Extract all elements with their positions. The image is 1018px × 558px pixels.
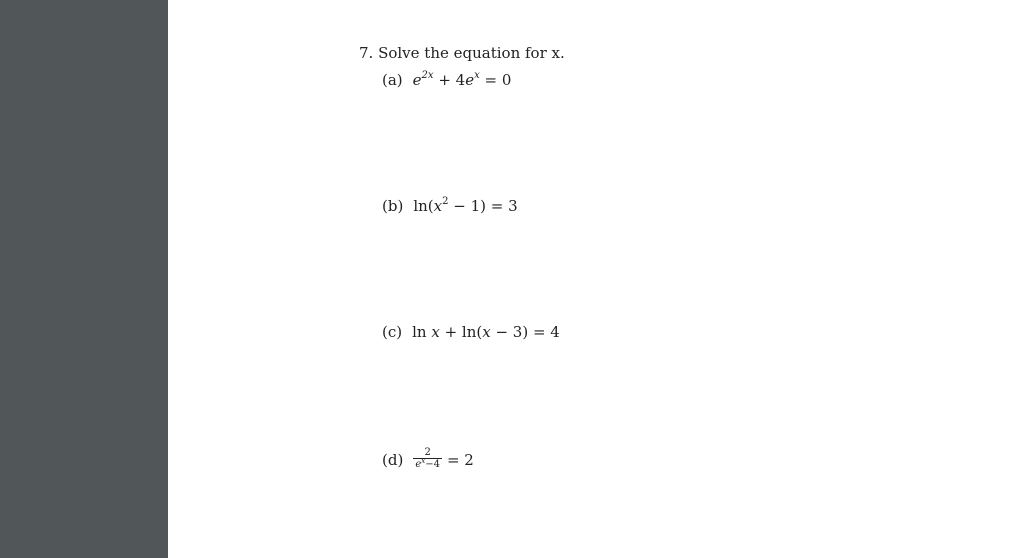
part-c-equation: ln x + ln(x − 3) = 4	[412, 323, 560, 341]
part-b-equation: $\ln(x^2 - 1) = 3$	[413, 196, 518, 215]
part-a-equation: $e^{2x} + 4e^x = 0$	[412, 70, 512, 89]
fraction: $\frac{2}{e^x-4}$	[415, 447, 440, 470]
part-d-label: (d)	[382, 451, 404, 469]
part-d-equation: $\frac{2}{e^x-4}$ = 2	[415, 447, 474, 470]
problem-heading: 7. Solve the equation for x.	[359, 44, 565, 62]
viewer-side-panel	[0, 0, 168, 558]
part-c-label: (c)	[382, 323, 403, 341]
document-page	[168, 0, 1018, 558]
part-a	[382, 71, 511, 89]
part-b-label: (b)	[382, 197, 404, 215]
part-b	[382, 197, 518, 215]
part-a-label: (a)	[382, 71, 403, 89]
part-d	[382, 447, 474, 472]
part-c	[382, 323, 560, 341]
